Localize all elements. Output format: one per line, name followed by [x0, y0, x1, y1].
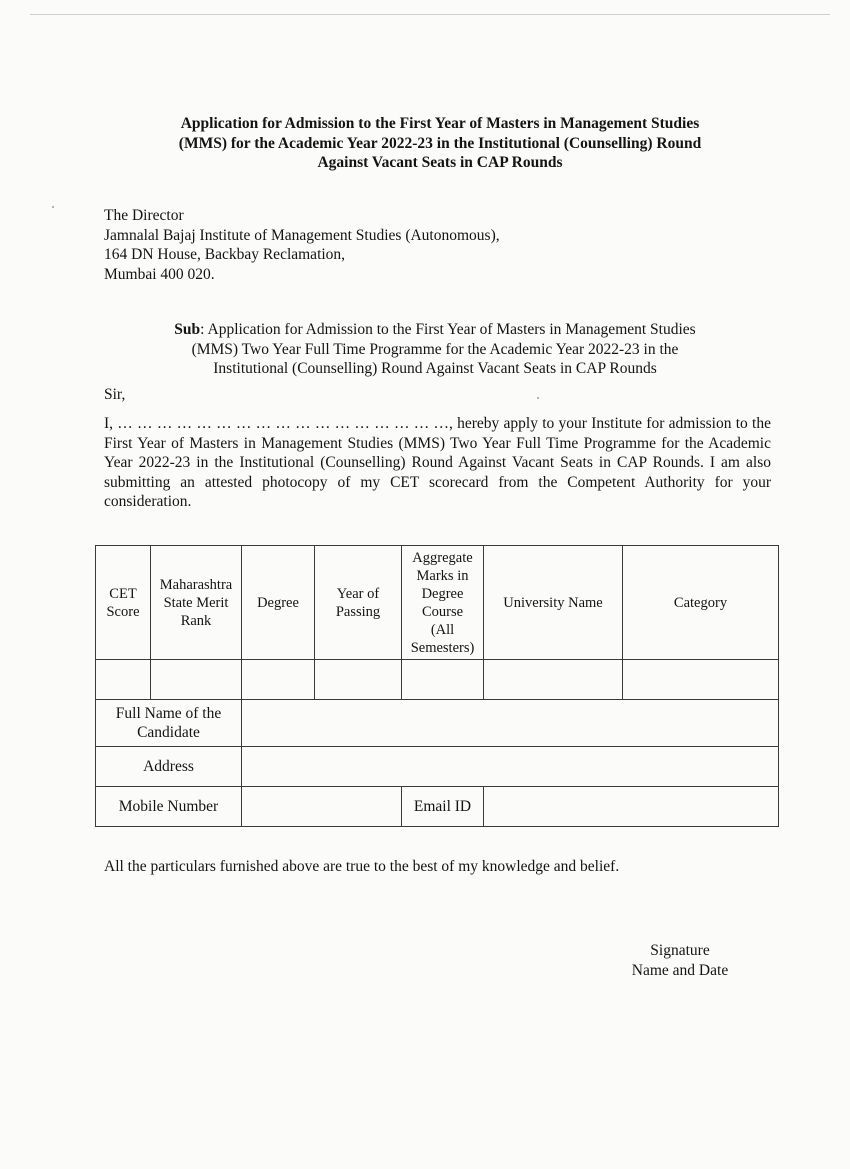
university-name-field[interactable] [484, 660, 623, 700]
header-university-name: University Name [484, 546, 623, 660]
header-year-of-passing: Year of Passing [315, 546, 402, 660]
candidate-details-table [95, 545, 779, 827]
recipient-line-2: Jamnalal Bajaj Institute of Management Studies (Autonomous), [104, 226, 500, 244]
table-row [96, 660, 779, 700]
aggregate-marks-field[interactable] [402, 660, 484, 700]
table-row [96, 700, 779, 747]
signature-label: Signature [650, 942, 710, 959]
cet-score-field[interactable] [96, 660, 151, 700]
table-row [96, 747, 779, 787]
scan-speck [537, 397, 539, 399]
document-title [120, 114, 760, 173]
address-field[interactable] [242, 747, 779, 787]
merit-rank-field[interactable] [151, 660, 242, 700]
header-cet-score: CET Score [96, 546, 151, 660]
recipient-line-1: The Director [104, 207, 184, 224]
mobile-number-label: Mobile Number [96, 787, 242, 827]
recipient-line-4: Mumbai 400 020. [104, 265, 215, 283]
salutation: Sir, [104, 386, 126, 403]
table-row [96, 787, 779, 827]
header-degree: Degree [242, 546, 315, 660]
email-id-label: Email ID [402, 787, 484, 827]
subject-label: Sub [174, 321, 201, 338]
application-paragraph: I, … … … … … … … … … … … … … … … … …, hereby apply to your Institute for admission to the First Year of Masters in Management Studies (MMS) Two Year Full Time Programme for the Academic Year 2022-23 in the Institutional (Counselling) Round Against Vacant Seats in CAP Rounds. I am also submitting an attested photocopy of my CET scorecard from the Competent Authority for your consideration. [104, 415, 771, 510]
subject-text-1: : Application for Admission to the First Year of Masters in Management Studies [200, 321, 696, 338]
signature-block [600, 941, 760, 980]
full-name-field[interactable] [242, 700, 779, 747]
table-header-row [96, 546, 779, 660]
subject-line-1 [120, 320, 750, 340]
name-and-date-label: Name and Date [631, 961, 729, 979]
year-of-passing-field[interactable] [315, 660, 402, 700]
declaration-text: All the particulars furnished above are true to the best of my knowledge and belief. [104, 858, 620, 875]
address-label: Address [96, 747, 242, 787]
scan-edge-line [30, 14, 830, 15]
recipient-line-3: 164 DN House, Backbay Reclamation, [104, 246, 346, 263]
subject-line-3: Institutional (Counselling) Round Against Vacant Seats in CAP Rounds [213, 360, 657, 377]
subject-block [120, 320, 750, 379]
title-line-1: Application for Admission to the First Year of Masters in Management Studies [180, 115, 700, 132]
degree-field[interactable] [242, 660, 315, 700]
category-field[interactable] [623, 660, 779, 700]
scan-speck [52, 206, 54, 208]
recipient-address [104, 206, 500, 284]
email-id-field[interactable] [484, 787, 779, 827]
header-category: Category [623, 546, 779, 660]
header-merit-rank: Maharashtra State Merit Rank [151, 546, 242, 660]
full-name-label: Full Name of the Candidate [96, 700, 242, 747]
subject-line-2: (MMS) Two Year Full Time Programme for the Academic Year 2022-23 in the [191, 340, 679, 358]
title-line-3: Against Vacant Seats in CAP Rounds [317, 154, 563, 171]
header-aggregate-marks: Aggregate Marks in Degree Course (All Semesters) [402, 546, 484, 660]
mobile-number-field[interactable] [242, 787, 402, 827]
title-line-2: (MMS) for the Academic Year 2022-23 in the Institutional (Counselling) Round [178, 134, 702, 152]
